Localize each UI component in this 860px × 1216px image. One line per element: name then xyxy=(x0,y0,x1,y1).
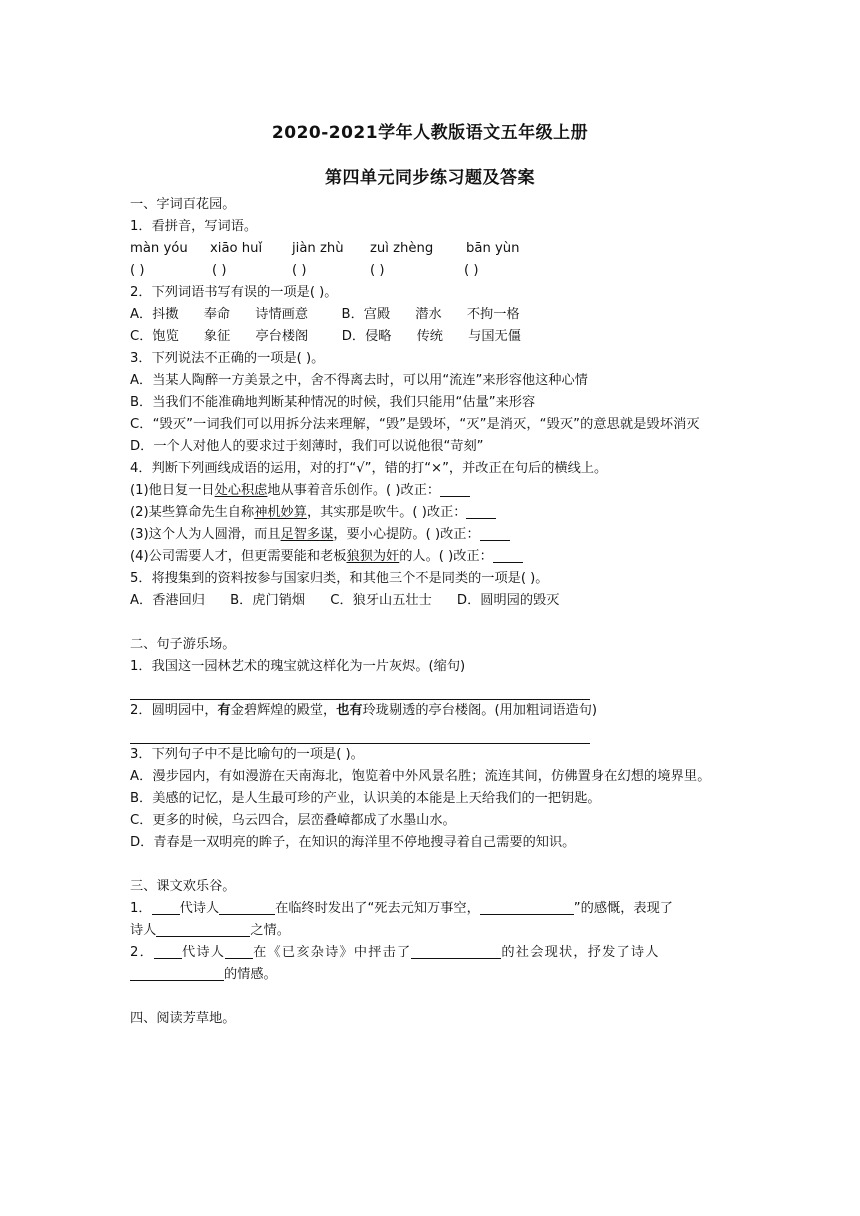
section-3-heading: 三、课文欢乐谷。 xyxy=(130,879,236,894)
fill-blank[interactable] xyxy=(130,966,224,981)
spacer xyxy=(130,612,732,634)
s1-question-1: 1．看拼音，写词语。 xyxy=(130,219,258,234)
s1-question-5: 5．将搜集到的资料按参与国家归类，和其他三个不是同类的一项是( )。 xyxy=(130,571,549,586)
s2-q3-option-d: D．青春是一双明亮的眸子，在知识的海洋里不停地搜寻着自己需要的知识。 xyxy=(130,835,576,850)
s3-question-1: 1． 代诗人 在临终时发出了“死去元知万事空， ”的感慨，表现了 xyxy=(130,901,673,916)
answer-blank[interactable]: ( ) xyxy=(370,263,385,278)
q4-item: (4)公司需要人才，但更需要能和老板狼狈为奸的人。( )改正： xyxy=(130,546,732,568)
spacer xyxy=(130,854,732,876)
q3-option-a: A．当某人陶醉一方美景之中，舍不得离去时，可以用“流连”来形容他这种心情 xyxy=(130,373,588,388)
pinyin-row xyxy=(130,238,732,260)
pinyin-item: xiāo huǐ xyxy=(210,241,263,256)
s2-q3-option-b: B．美感的记忆，是人生最可珍的产业，认识美的本能是上天给我们的一把钥匙。 xyxy=(130,791,601,806)
correction-blank[interactable] xyxy=(493,548,523,563)
q5-options: A．香港回归 B．虎门销烟 C．狼牙山五壮士 D．圆明园的毁灭 xyxy=(130,593,560,608)
pinyin-item: màn yóu xyxy=(130,241,188,256)
correction-blank[interactable] xyxy=(440,482,470,497)
q3-option-b: B．当我们不能准确地判断某种情况的时候，我们只能用“估量”来形容 xyxy=(130,395,536,410)
q2-options-row-1: A．抖擞 奉命 诗情画意 B．宫殿 潜水 不拘一格 xyxy=(130,307,520,322)
answer-line[interactable] xyxy=(130,722,590,744)
bold-word: 有 xyxy=(217,703,231,718)
q4-item: (3)这个人为人圆滑，而且足智多谋，要小心提防。( )改正： xyxy=(130,524,732,546)
underlined-idiom: 神机妙算 xyxy=(254,505,307,520)
pinyin-item: bān yùn xyxy=(466,241,520,256)
underlined-idiom: 狼狈为奸 xyxy=(346,549,400,564)
section-4-heading: 四、阅读芳草地。 xyxy=(130,1011,236,1026)
s1-question-4: 4．判断下列画线成语的运用，对的打“√”，错的打“×”，并改正在句后的横线上。 xyxy=(130,461,608,476)
fill-blank[interactable] xyxy=(156,922,250,937)
answer-parens-row xyxy=(130,260,732,282)
fill-blank[interactable] xyxy=(480,900,574,915)
document-title: 2020-2021学年人教版语文五年级上册 xyxy=(271,123,589,143)
correction-blank[interactable] xyxy=(480,526,510,541)
fill-blank[interactable] xyxy=(219,900,275,915)
section-2-heading: 二、句子游乐场。 xyxy=(130,637,236,652)
answer-blank[interactable]: ( ) xyxy=(130,263,145,278)
spacer xyxy=(130,986,732,1008)
s2-question-2: 2．圆明园中，有金碧辉煌的殿堂，也有玲珑剔透的亭台楼阁。(用加粗词语造句) xyxy=(130,703,598,718)
section-1-heading: 一、字词百花园。 xyxy=(130,197,236,212)
s1-question-3: 3．下列说法不正确的一项是( )。 xyxy=(130,351,325,366)
answer-blank[interactable]: ( ) xyxy=(212,263,227,278)
correction-blank[interactable] xyxy=(466,504,496,519)
q4-item: (1)他日复一日处心积虑地从事着音乐创作。( )改正： xyxy=(130,480,732,502)
s2-q3-option-a: A．漫步园内，有如漫游在天南海北，饱览着中外风景名胜；流连其间，仿佛置身在幻想的境界里。 xyxy=(130,769,711,784)
s3-question-1-cont: 诗人 之情。 xyxy=(130,923,290,938)
fill-blank[interactable] xyxy=(154,944,182,959)
fill-blank[interactable] xyxy=(152,900,180,915)
answer-blank[interactable]: ( ) xyxy=(464,263,479,278)
answer-blank[interactable]: ( ) xyxy=(292,263,307,278)
q2-options-row-2: C．饱览 象征 亭台楼阁 D．侵略 传统 与国无僵 xyxy=(130,329,521,344)
s2-question-3: 3．下列句子中不是比喻句的一项是( )。 xyxy=(130,747,364,762)
fill-blank[interactable] xyxy=(225,944,253,959)
q3-option-d: D．一个人对他人的要求过于刻薄时，我们可以说他很“苛刻” xyxy=(130,439,484,454)
bold-word: 也有 xyxy=(336,703,363,718)
s3-question-2-cont: 的情感。 xyxy=(130,964,732,986)
pinyin-item: zuì zhèng xyxy=(370,241,434,256)
underlined-idiom: 处心积虑 xyxy=(214,483,268,498)
fill-blank[interactable] xyxy=(411,944,501,959)
s2-question-1: 1．我国这一园林艺术的瑰宝就这样化为一片灰烬。(缩句) xyxy=(130,659,466,674)
s3-question-2: 2． 代诗人 在《已亥杂诗》中抨击了 的社会现状，抒发了诗人 xyxy=(130,945,660,960)
s1-question-2: 2．下列词语书写有误的一项是( )。 xyxy=(130,285,338,300)
q4-item: (2)某些算命先生自称神机妙算，其实那是吹牛。( )改正： xyxy=(130,502,732,524)
document-subtitle: 第四单元同步练习题及答案 xyxy=(325,168,535,188)
answer-line[interactable] xyxy=(130,678,590,700)
q3-option-c: C．“毁灭”一词我们可以用拆分法来理解，“毁”是毁坏，“灭”是消灭，“毁灭”的意思就是毁坏消灭 xyxy=(130,417,700,432)
document-body xyxy=(130,194,732,1030)
s2-q3-option-c: C．更多的时候，乌云四合，层峦叠嶂都成了水墨山水。 xyxy=(130,813,456,828)
underlined-idiom: 足智多谋 xyxy=(280,527,334,542)
pinyin-item: jiàn zhù xyxy=(292,241,344,256)
